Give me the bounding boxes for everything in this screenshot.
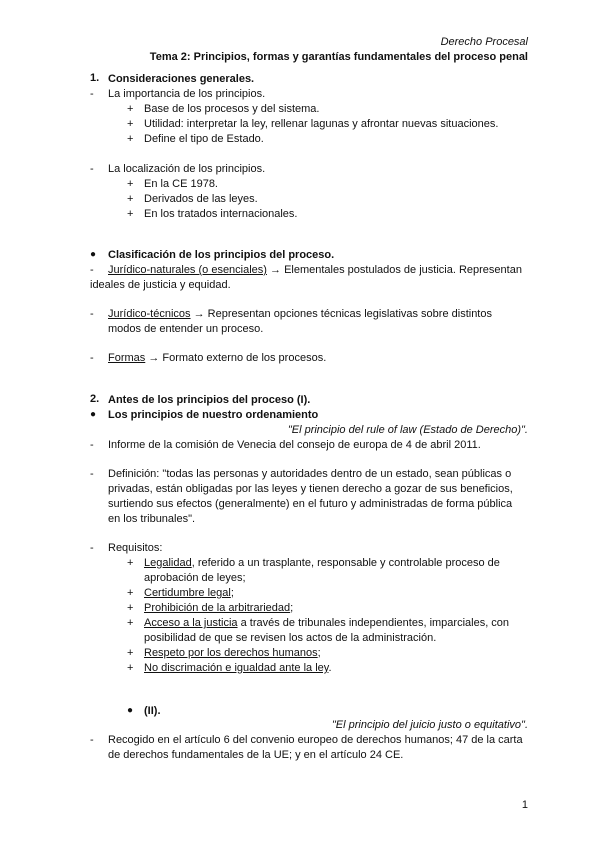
- plus-bullet: +: [127, 647, 134, 659]
- punctuation: ;: [317, 647, 321, 659]
- round-bullet: ●: [127, 705, 134, 716]
- plus-bullet: +: [127, 617, 134, 629]
- dash-bullet: -: [90, 439, 94, 451]
- definition-text: → Formato externo de los procesos.: [145, 352, 327, 364]
- term: Jurídico-técnicos: [108, 308, 191, 320]
- term: Certidumbre legal: [144, 587, 231, 599]
- plus-bullet: +: [127, 133, 134, 145]
- list-item-continuation: de derechos fundamentales de la UE; y en el artículo 24 CE.: [108, 749, 404, 761]
- plus-bullet: +: [127, 103, 134, 115]
- section-heading: (II).: [144, 705, 161, 717]
- requirement-item: [144, 601, 293, 615]
- list-item: La importancia de los principios.: [108, 88, 266, 100]
- list-item-continuation: ideales de justicia y equidad.: [90, 279, 231, 291]
- document-title: Tema 2: Principios, formas y garantías fundamentales del proceso penal: [149, 51, 528, 63]
- punctuation: ;: [230, 587, 234, 599]
- sub-list-item: En los tratados internacionales.: [144, 208, 298, 220]
- term: Formas: [108, 352, 146, 364]
- plus-bullet: +: [127, 178, 134, 190]
- definition-line: surtiendo sus efectos (generalmente) en el futuro y administradas de forma pública: [108, 498, 513, 510]
- plus-bullet: +: [127, 208, 134, 220]
- list-item: [108, 263, 522, 277]
- requirement-text: a través de tribunales independientes, imparciales, con: [237, 617, 510, 629]
- term: Legalidad: [144, 557, 192, 569]
- quote: "El principio del juicio justo o equitativo".: [331, 719, 528, 731]
- term: Prohibición de la arbitrariedad: [144, 602, 291, 614]
- requirement-continuation: aprobación de leyes;: [144, 572, 246, 584]
- section-heading: Consideraciones generales.: [108, 73, 255, 85]
- plus-bullet: +: [127, 193, 134, 205]
- page-number: 1: [521, 799, 528, 811]
- term: Acceso a la justicia: [144, 617, 238, 629]
- dash-bullet: -: [90, 264, 94, 276]
- plus-bullet: +: [127, 662, 134, 674]
- section-heading: Antes de los principios del proceso (I).: [108, 394, 311, 406]
- section-subheading: Los principios de nuestro ordenamiento: [108, 409, 319, 421]
- dash-bullet: -: [90, 542, 94, 554]
- dash-bullet: -: [90, 88, 94, 100]
- requirement-item: [144, 616, 509, 630]
- requirement-item: [144, 556, 500, 570]
- sub-list-item: Base de los procesos y del sistema.: [144, 103, 320, 115]
- plus-bullet: +: [127, 602, 134, 614]
- round-bullet: ●: [90, 249, 97, 260]
- requirement-item: [144, 661, 332, 675]
- section-heading: Clasificación de los principios del proceso.: [108, 249, 335, 261]
- plus-bullet: +: [127, 557, 134, 569]
- round-bullet: ●: [90, 409, 97, 420]
- term: No discrimación e igualdad ante la ley: [144, 662, 329, 674]
- section-number: 1.: [90, 72, 100, 84]
- section-number: 2.: [90, 393, 100, 405]
- punctuation: .: [328, 662, 332, 674]
- quote: "El principio del rule of law (Estado de Derecho)".: [287, 424, 528, 436]
- list-item-continuation: modos de entender un proceso.: [108, 323, 264, 335]
- sub-list-item: En la CE 1978.: [144, 178, 218, 190]
- definition-line: en los tribunales".: [108, 513, 196, 525]
- definition-line: privadas, están obligadas por las leyes y tienen derecho a gozar de sus beneficios,: [108, 483, 513, 495]
- sub-list-item: Define el tipo de Estado.: [144, 133, 264, 145]
- term: Jurídico-naturales (o esenciales): [108, 264, 267, 276]
- dash-bullet: -: [90, 468, 94, 480]
- header-subject: Derecho Procesal: [440, 36, 528, 48]
- dash-bullet: -: [90, 163, 94, 175]
- list-item: Requisitos:: [108, 542, 163, 554]
- list-item: [108, 307, 492, 321]
- requirement-continuation: posibilidad de que se revisen los actos de la administración.: [144, 632, 437, 644]
- definition-line: Definición: "todas las personas y autoridades dentro de un estado, sean públicas o: [108, 468, 512, 480]
- punctuation: ;: [290, 602, 294, 614]
- list-item: Informe de la comisión de Venecia del consejo de europa de 4 de abril 2011.: [108, 439, 481, 451]
- dash-bullet: -: [90, 734, 94, 746]
- definition-text: → Representan opciones técnicas legislativas sobre distintos: [190, 308, 492, 320]
- sub-list-item: Derivados de las leyes.: [144, 193, 258, 205]
- dash-bullet: -: [90, 308, 94, 320]
- plus-bullet: +: [127, 118, 134, 130]
- list-item: [108, 351, 326, 365]
- plus-bullet: +: [127, 587, 134, 599]
- dash-bullet: -: [90, 352, 94, 364]
- sub-list-item: Utilidad: interpretar la ley, rellenar lagunas y afrontar nuevas situaciones.: [144, 118, 499, 130]
- term: Respeto por los derechos humanos: [144, 647, 318, 659]
- definition-text: → Elementales postulados de justicia. Representan: [266, 264, 522, 276]
- requirement-text: , referido a un trasplante, responsable y controlable proceso de: [191, 557, 500, 569]
- list-item: La localización de los principios.: [108, 163, 266, 175]
- requirement-item: [144, 646, 321, 660]
- list-item: Recogido en el artículo 6 del convenio europeo de derechos humanos; 47 de la carta: [108, 734, 523, 746]
- requirement-item: [144, 586, 234, 600]
